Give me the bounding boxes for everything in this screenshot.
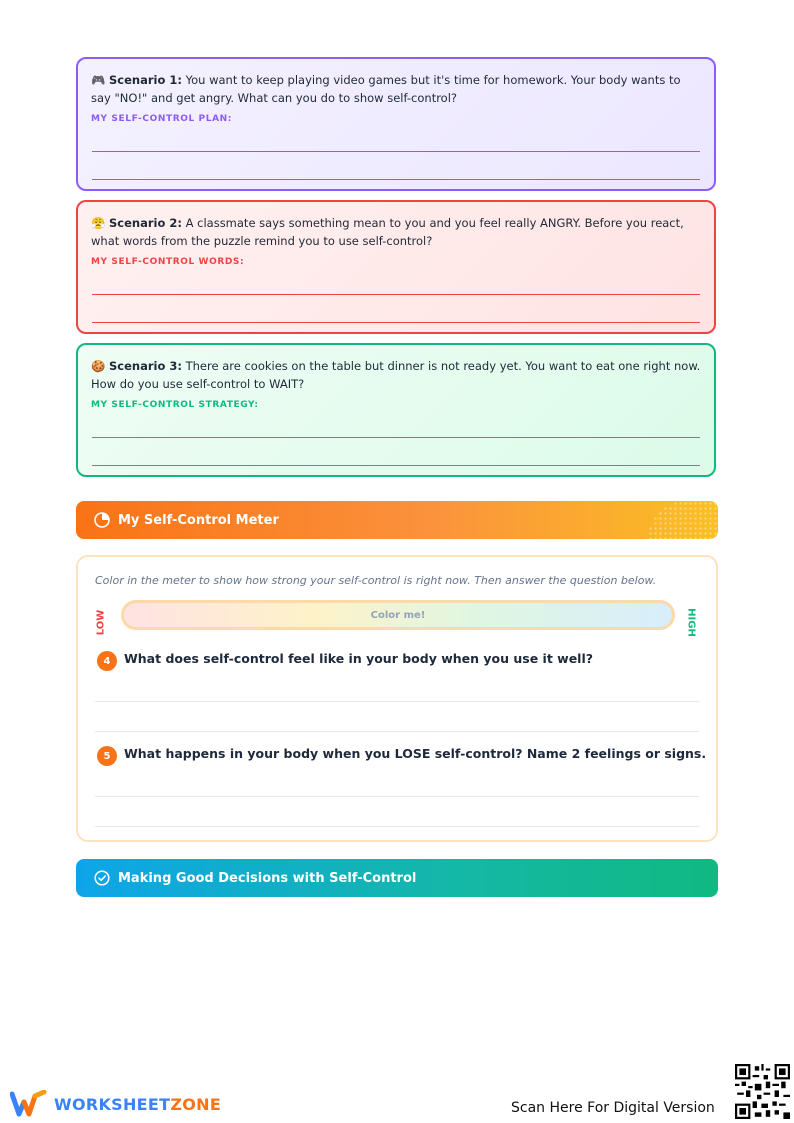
scenario-label: Scenario 3: <box>108 359 182 373</box>
scenario-card-3 <box>76 343 716 477</box>
scenario-label: Scenario 1: <box>108 73 182 87</box>
decorative-dots <box>648 501 718 539</box>
decisions-section-banner <box>76 859 718 897</box>
pie-chart-icon <box>94 512 110 528</box>
meter-bar-text: Color me! <box>370 609 426 621</box>
question-text: What does self-control feel like in your body when you use it well? <box>124 651 593 666</box>
gamepad-icon: 🎮 <box>91 73 106 87</box>
meter-instructions: Color in the meter to show how strong your self-control is right now. Then answer the question below. <box>95 574 657 587</box>
answer-line[interactable] <box>92 437 700 438</box>
meter-panel <box>76 555 718 842</box>
question-text: What happens in your body when you LOSE self-control? Name 2 feelings or signs. <box>124 746 707 761</box>
question-number-badge: 4 <box>97 651 117 671</box>
scan-text: Scan Here For Digital Version <box>511 1100 715 1116</box>
scenario-question <box>91 214 701 250</box>
angry-face-icon: 😤 <box>91 216 106 230</box>
logo-text-zone: ZONE <box>170 1094 222 1114</box>
logo-text-worksheet: WORKSHEET <box>54 1094 171 1114</box>
answer-line[interactable] <box>92 465 700 466</box>
answer-line[interactable] <box>92 179 700 180</box>
section-title: Making Good Decisions with Self-Control <box>118 870 417 886</box>
scenario-label: Scenario 2: <box>108 216 182 230</box>
answer-line[interactable] <box>92 151 700 152</box>
scenario-card-2 <box>76 200 716 334</box>
scenario-question <box>91 71 701 107</box>
answer-line[interactable] <box>95 796 699 797</box>
scenario-card-1 <box>76 57 716 191</box>
high-label: HIGH <box>685 608 697 637</box>
qr-code-icon[interactable] <box>735 1064 790 1119</box>
scenario-text: There are cookies on the table but dinner is not ready yet. You want to eat one right now. How do you use self-control to WAIT? <box>91 359 701 391</box>
low-label: LOW <box>95 609 107 636</box>
worksheetzone-logo <box>10 1090 221 1118</box>
scenario-question <box>91 357 701 393</box>
answer-line[interactable] <box>92 322 700 323</box>
self-control-meter-bar[interactable] <box>121 600 675 630</box>
cookie-icon: 🍪 <box>91 359 106 373</box>
answer-line[interactable] <box>95 826 699 827</box>
section-title: My Self-Control Meter <box>118 512 279 528</box>
check-circle-icon <box>94 870 110 886</box>
scenario-text: A classmate says something mean to you and you feel really ANGRY. Before you react, what words from the puzzle remind you to use self-control? <box>91 216 684 248</box>
answer-line[interactable] <box>95 731 699 732</box>
answer-line[interactable] <box>95 701 699 702</box>
answer-line[interactable] <box>92 294 700 295</box>
answer-label: MY SELF-CONTROL WORDS: <box>91 257 245 267</box>
question-number-badge: 5 <box>97 746 117 766</box>
scenario-text: You want to keep playing video games but it's time for homework. Your body wants to say "NO!" and get angry. What can you do to show self-control? <box>91 73 681 105</box>
answer-label: MY SELF-CONTROL STRATEGY: <box>91 400 259 410</box>
logo-mark-icon <box>10 1090 48 1118</box>
meter-section-banner <box>76 501 718 539</box>
answer-label: MY SELF-CONTROL PLAN: <box>91 114 232 124</box>
